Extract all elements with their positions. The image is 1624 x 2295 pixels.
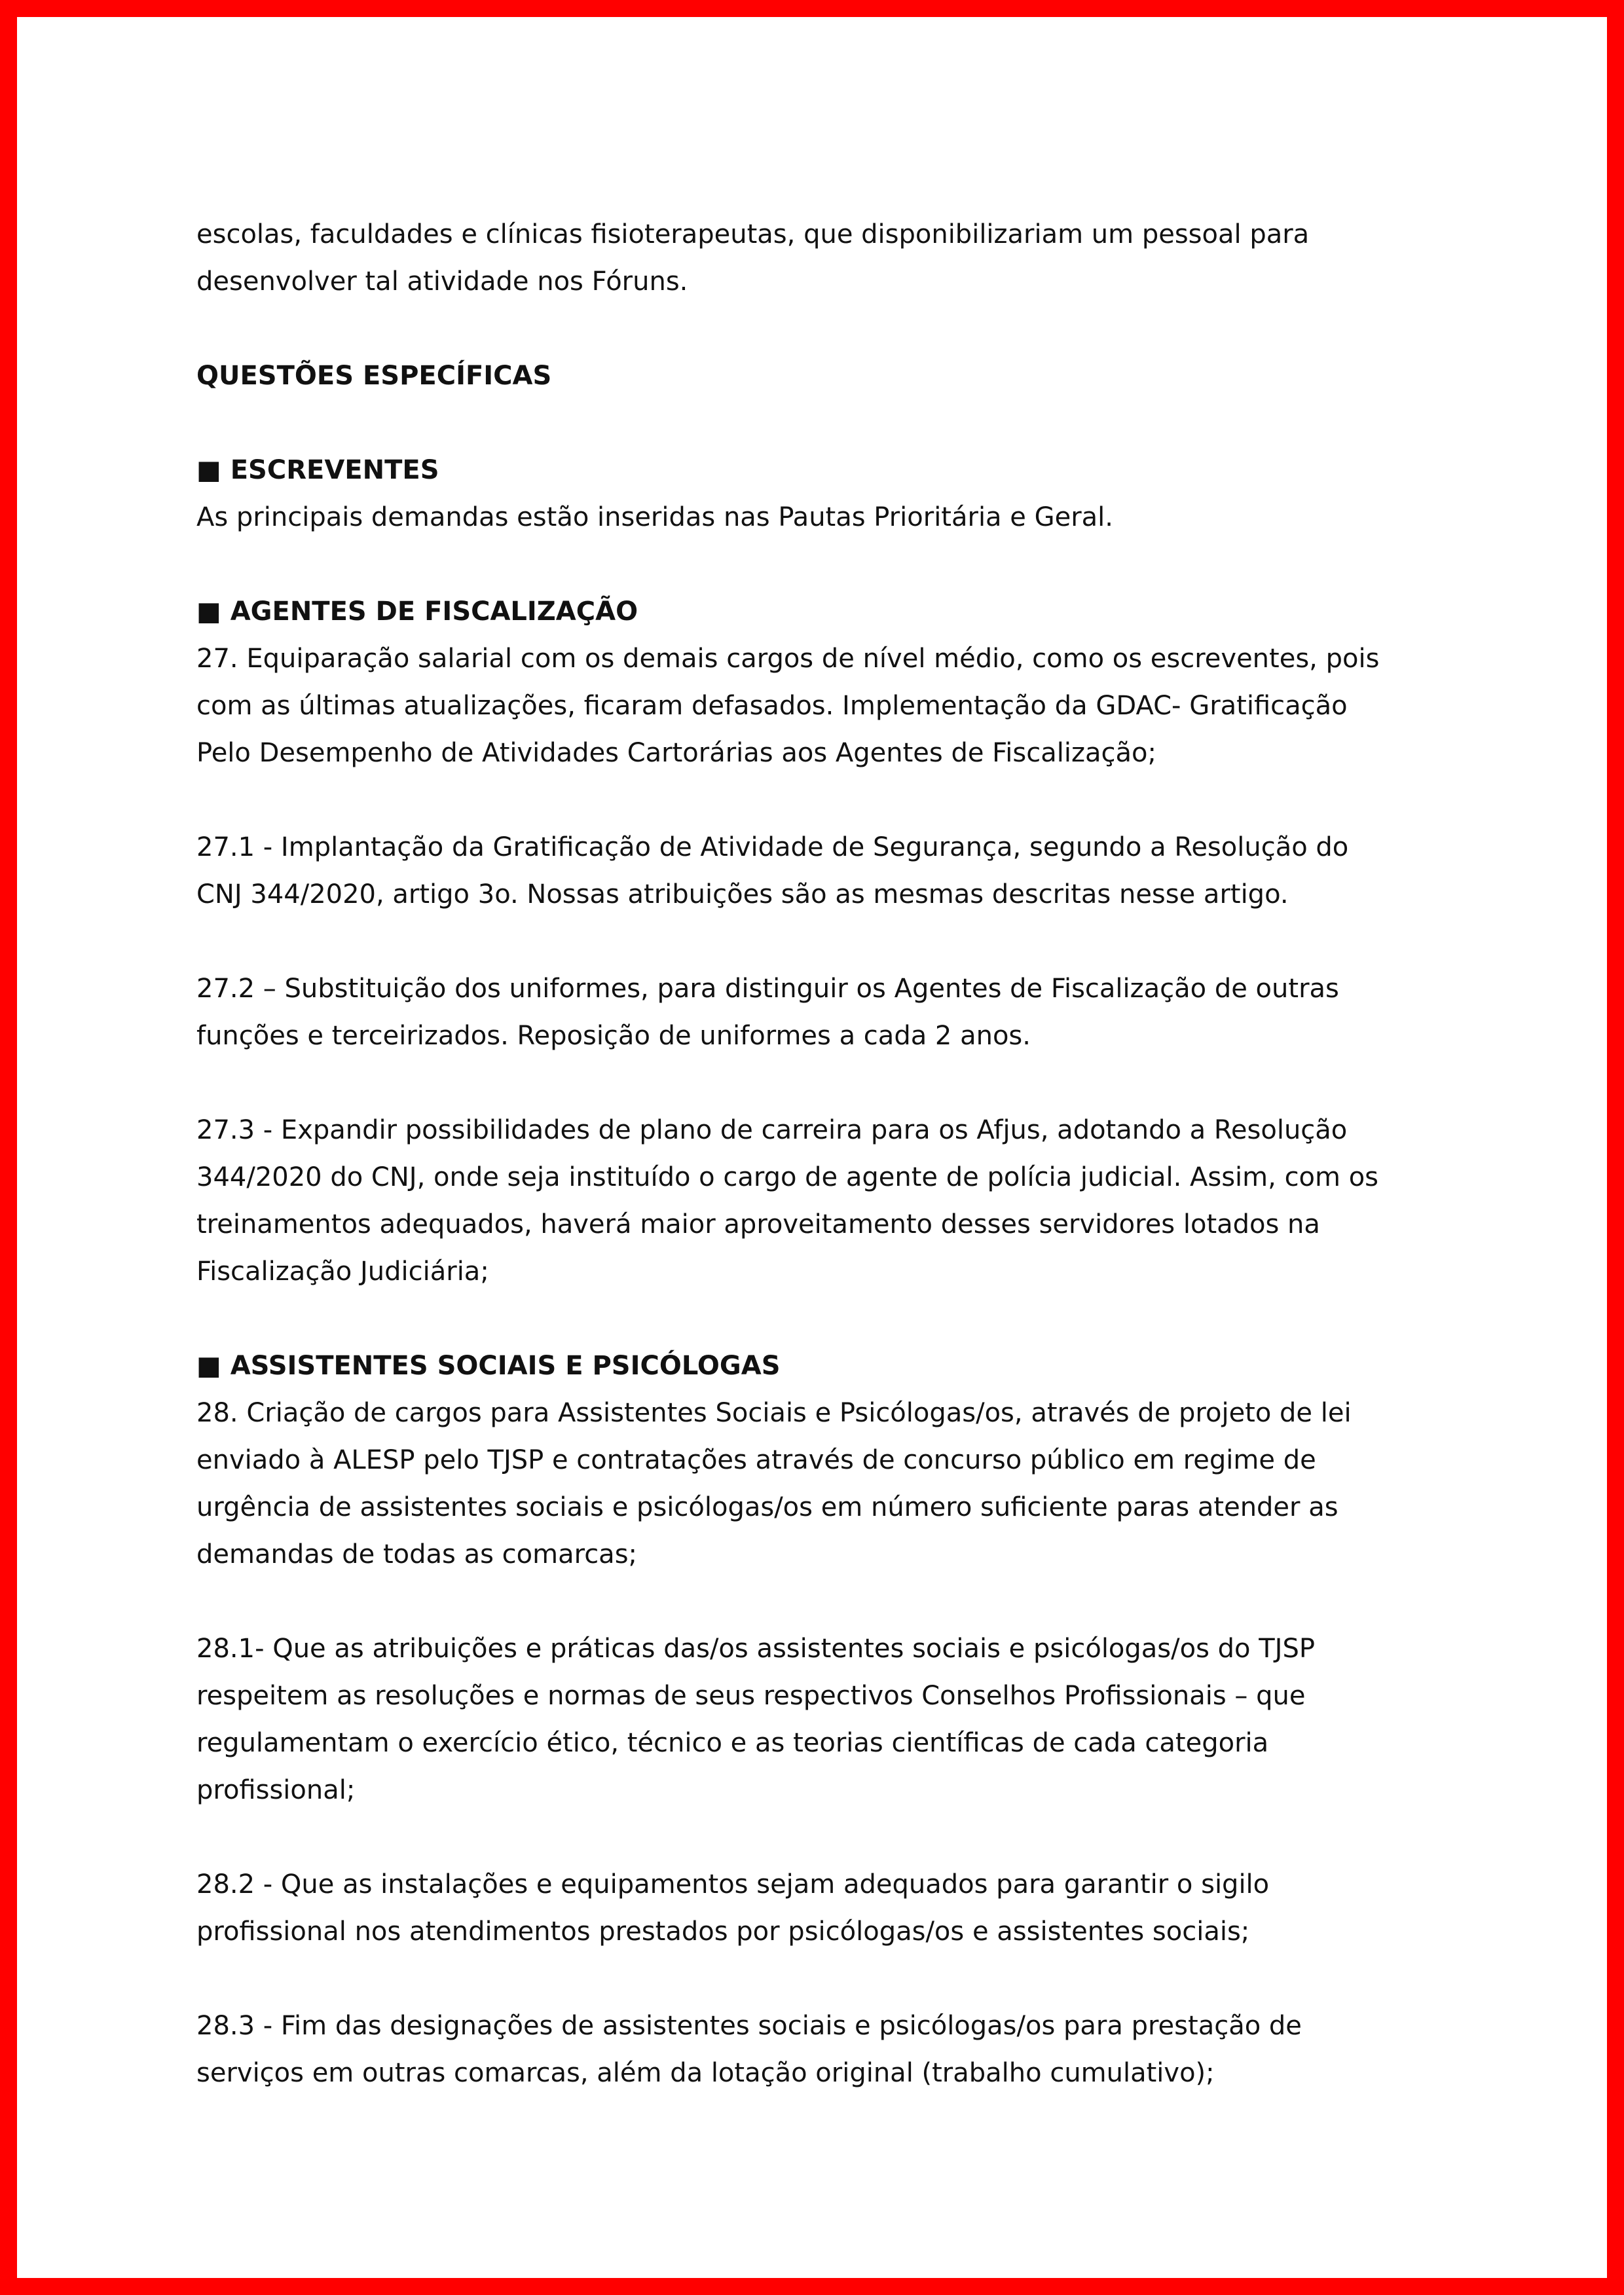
heading-escreventes: ■ ESCREVENTES [196, 455, 439, 485]
spacer [196, 918, 1493, 965]
spacer [196, 1059, 1493, 1107]
heading-agentes: ■ AGENTES DE FISCALIZAÇÃO [196, 597, 638, 627]
item-28: 28. Criação de cargos para Assistentes Sociais e Psicólogas/os, através de projeto de lei enviado à ALESP pelo TJSP e contratações através de concurso público em regime de urgência de assistentes sociais e psicólogas/os em número suficiente paras atender as demandas de todas as comarcas; [196, 1398, 1352, 1570]
spacer [196, 541, 1493, 588]
item-28-2: 28.2 - Que as instalações e equipamentos sejam adequados para garantir o sigilo profissional nos atendimentos prestados por psicólogas/os e assistentes sociais; [196, 1869, 1270, 1947]
spacer [196, 1955, 1493, 2002]
item-27-3: 27.3 - Expandir possibilidades de plano de carreira para os Afjus, adotando a Resolução 344/2020 do CNJ, onde seja instituído o cargo de agente de polícia judicial. Assim, com os treinamentos adequados, haverá maior aproveitamento desses servidores lotados na Fiscalização Judiciária; [196, 1115, 1379, 1287]
item-27-2: 27.2 – Substituição dos uniformes, para distinguir os Agentes de Fiscalização de outras funções e terceirizados. Reposição de uniformes a cada 2 anos. [196, 974, 1339, 1051]
spacer [196, 1578, 1493, 1625]
section-title: QUESTÕES ESPECÍFICAS [196, 361, 552, 391]
spacer [196, 1295, 1493, 1342]
item-28-1: 28.1- Que as atribuições e práticas das/os assistentes sociais e psicólogas/os do TJSP respeitem as resoluções e normas de seus respectivos Conselhos Profissionais – que regulamentam o exercício ético, técnico e as teorias científicas de cada categoria profissional; [196, 1634, 1315, 1805]
item-27-1: 27.1 - Implantação da Gratificação de Atividade de Segurança, segundo a Resolução do CNJ 344/2020, artigo 3o. Nossas atribuições são as mesmas descritas nesse artigo. [196, 832, 1349, 909]
item-28-3: 28.3 - Fim das designações de assistentes sociais e psicólogas/os para prestação de serviços em outras comarcas, além da lotação original (trabalho cumulativo); [196, 2011, 1302, 2088]
heading-assistentes: ■ ASSISTENTES SOCIAIS E PSICÓLOGAS [196, 1351, 781, 1381]
spacer [196, 777, 1493, 824]
intro-paragraph: escolas, faculdades e clínicas fisioterapeutas, que disponibilizariam um pessoal para desenvolver tal atividade nos Fóruns. [196, 219, 1310, 297]
spacer [196, 399, 1493, 447]
paragraph-escreventes: As principais demandas estão inseridas nas Pautas Prioritária e Geral. [196, 502, 1113, 532]
spacer [196, 1814, 1493, 1861]
spacer [196, 305, 1493, 352]
document-body [196, 211, 1493, 2097]
item-27: 27. Equiparação salarial com os demais cargos de nível médio, como os escreventes, pois com as últimas atualizações, ficaram defasados. Implementação da GDAC- Gratificação Pelo Desempenho de Atividades Cartorárias aos Agentes de Fiscalização; [196, 644, 1380, 768]
